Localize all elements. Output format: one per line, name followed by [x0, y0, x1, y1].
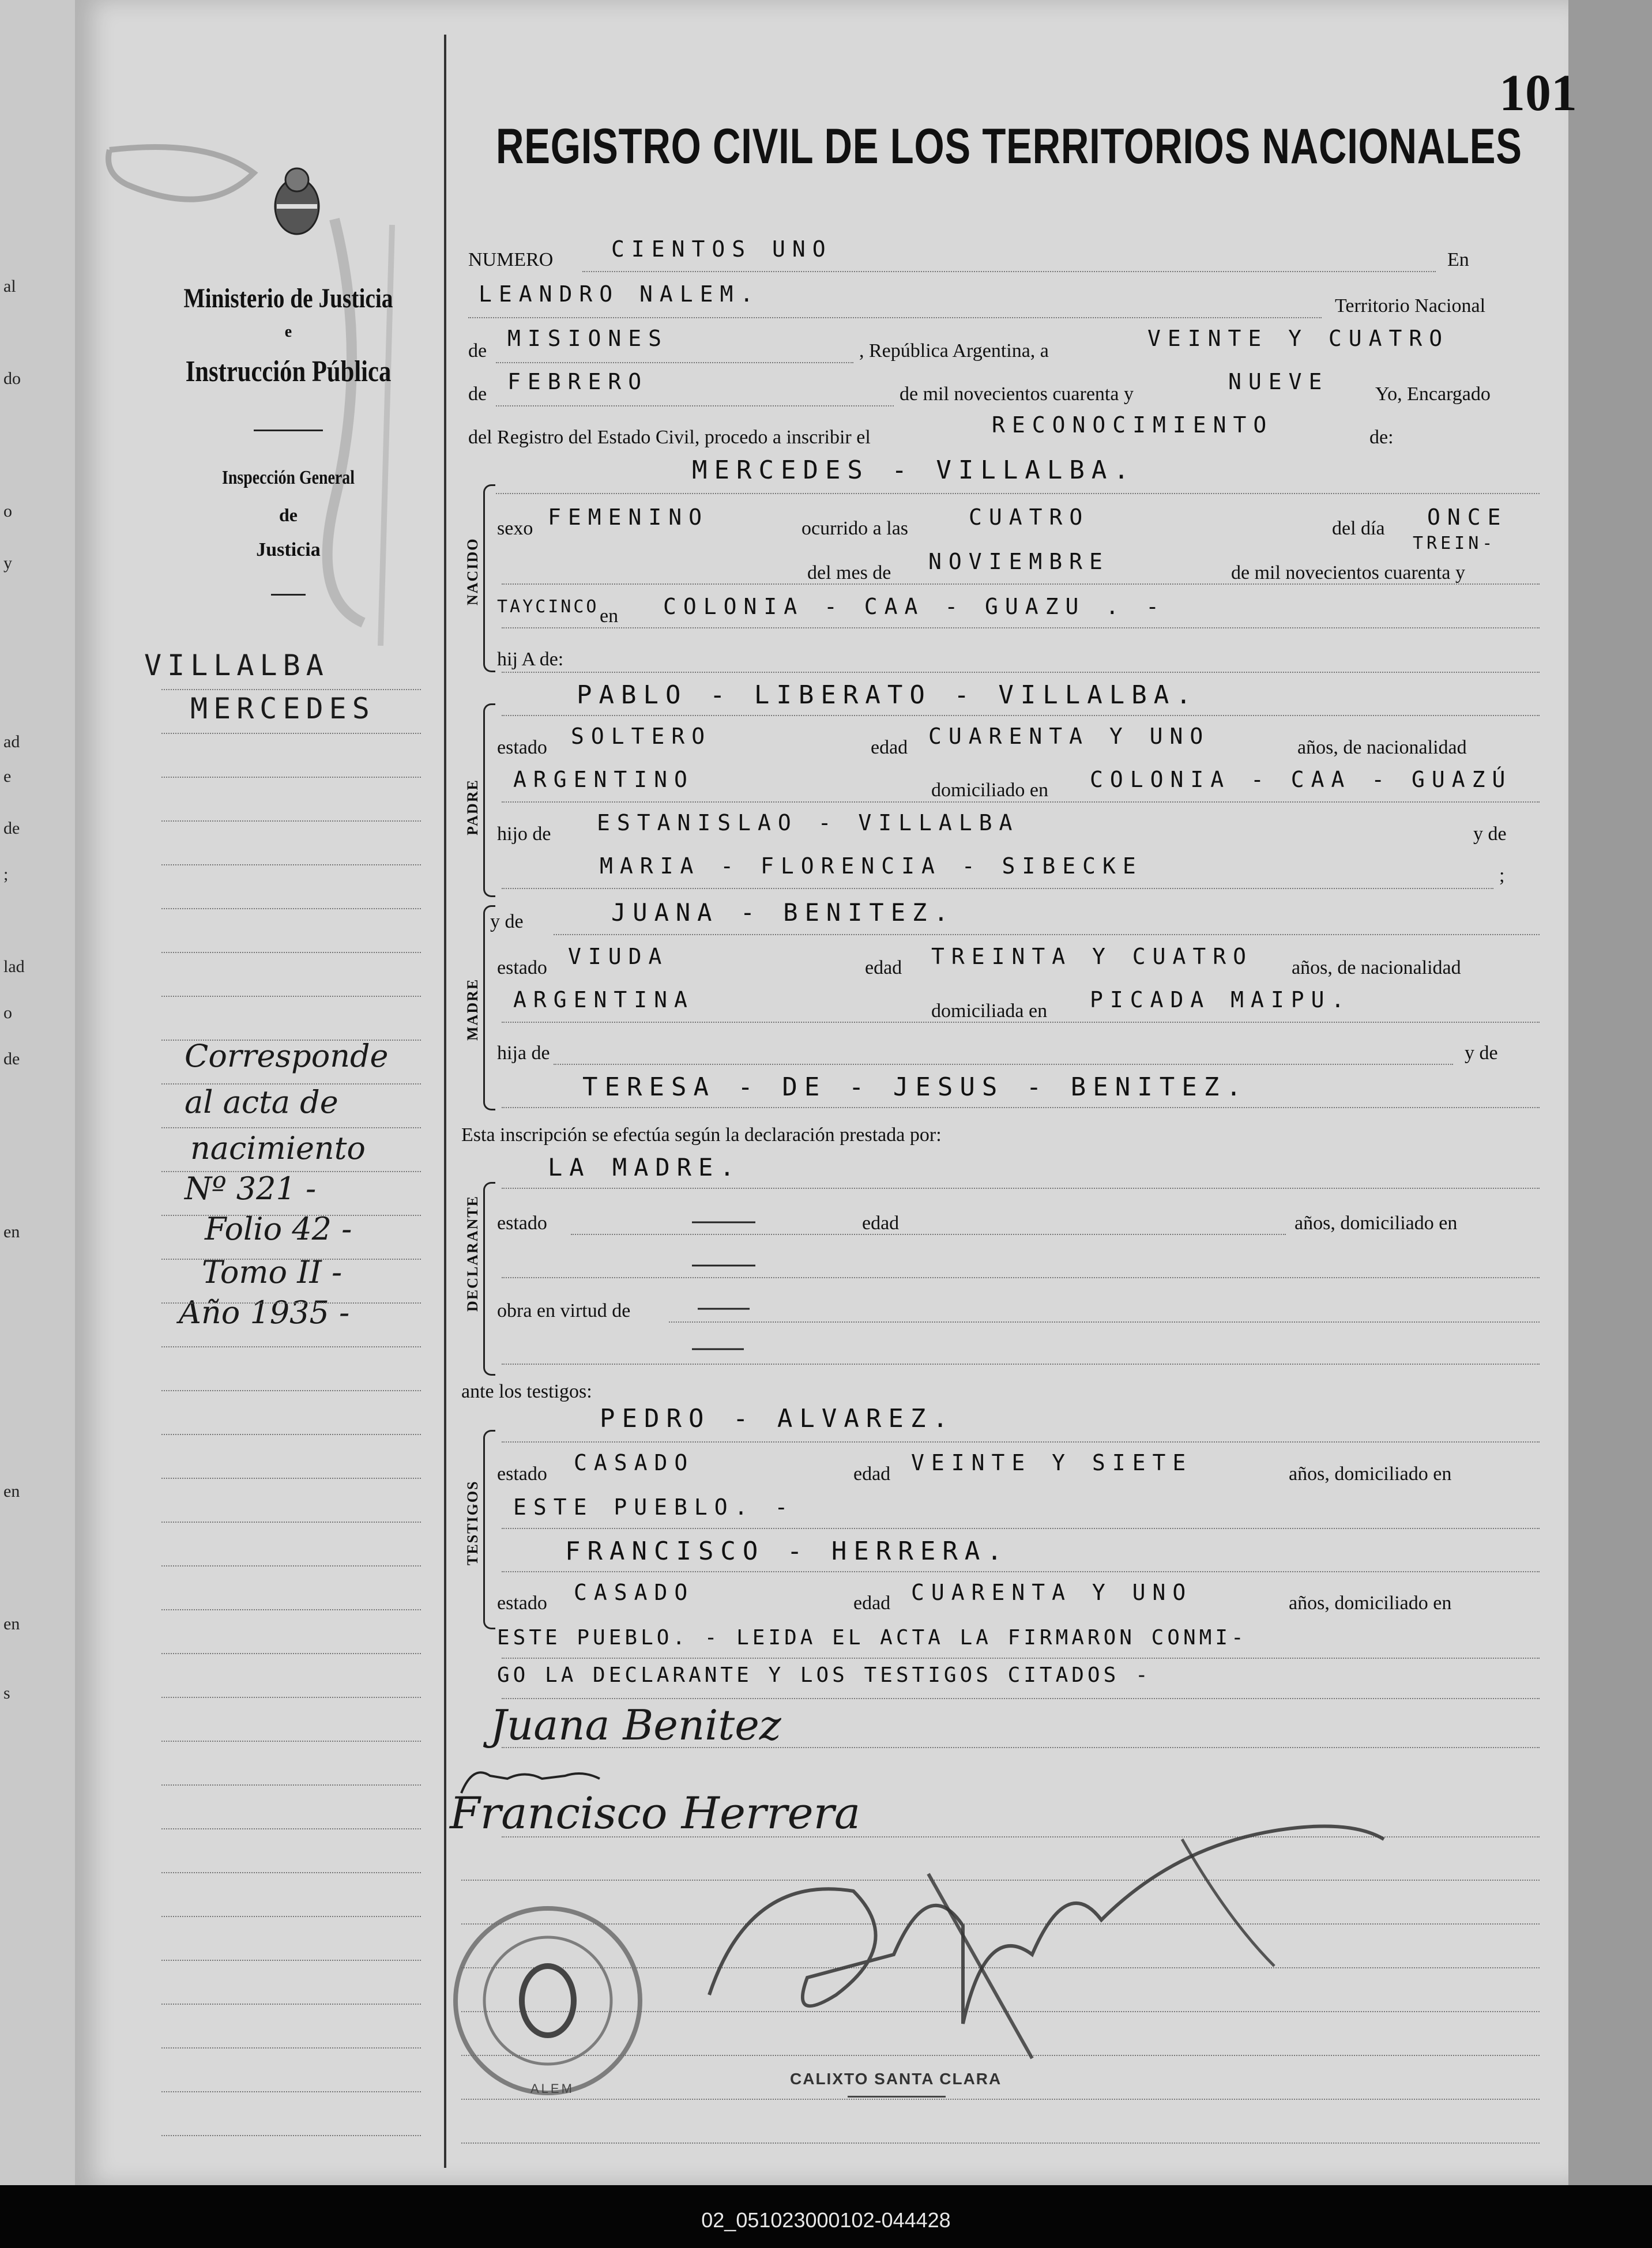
rule	[502, 1747, 1540, 1748]
rule	[161, 689, 421, 690]
padre-estado-value: SOLTERO	[571, 724, 712, 749]
mes-value: FEBRERO	[507, 369, 649, 394]
t2-anios-label: años, domiciliado en	[1289, 1592, 1452, 1614]
ministry-line-2: e	[284, 323, 292, 341]
previous-page-edge	[0, 0, 75, 2185]
left-page-fragment: do	[3, 369, 21, 388]
page-title: REGISTRO CIVIL DE LOS TERRITORIOS NACIONALES	[496, 119, 1522, 174]
left-page-fragment: o	[3, 1003, 12, 1022]
rule	[461, 2142, 1540, 2144]
padre-y-de-label: y de	[1473, 823, 1507, 845]
rule	[161, 952, 421, 953]
rule	[161, 1565, 421, 1567]
rule	[502, 1022, 1540, 1023]
rule	[502, 715, 1540, 716]
numero-label: NUMERO	[468, 249, 554, 270]
t2-edad-value: CUARENTA Y UNO	[911, 1580, 1193, 1605]
rule	[502, 1658, 1540, 1659]
madre-y-de-label: y de	[490, 911, 524, 932]
mes-label: del mes de	[807, 562, 891, 583]
rule	[161, 1741, 421, 1742]
left-page-fragment: s	[3, 1684, 10, 1703]
cierre-linea-1: ESTE PUEBLO. - LEIDA EL ACTA LA FIRMARON CONMI-	[497, 1626, 1247, 1650]
territorio-label: Territorio Nacional	[1335, 295, 1486, 317]
republica-label: , República Argentina, a	[859, 340, 1049, 362]
blank-dashes	[686, 1217, 778, 1355]
left-page-fragment: o	[3, 502, 12, 521]
madre-madre-value: TERESA - DE - JESUS - BENITEZ.	[582, 1072, 1248, 1102]
nacido-brace	[483, 484, 495, 672]
inspection-line-2: de	[279, 504, 298, 525]
rule	[161, 1478, 421, 1479]
rule	[161, 996, 421, 997]
left-page-fragment: e	[3, 767, 12, 786]
padre-nombre: PABLO - LIBERATO - VILLALBA.	[577, 680, 1198, 710]
padre-domicilio-label: domiciliado en	[931, 780, 1049, 801]
left-page-fragment: al	[3, 277, 16, 296]
padre-anios-label: años, de nacionalidad	[1297, 737, 1467, 758]
hora-value: CUATRO	[969, 504, 1090, 530]
rule	[571, 1234, 1286, 1235]
madre-estado-value: VIUDA	[568, 944, 669, 969]
padre-side-label: PADRE	[464, 779, 481, 835]
en-label-nacido: en	[600, 605, 619, 627]
testigos-brace	[483, 1430, 495, 1629]
rule	[502, 1571, 1540, 1572]
rule	[161, 1302, 421, 1304]
padre-nacionalidad: ARGENTINO	[513, 767, 694, 792]
madre-domicilio-value: PICADA MAIPU.	[1090, 987, 1352, 1012]
hora-label: ocurrido a las	[801, 518, 909, 539]
madre-estado-label: estado	[497, 957, 547, 978]
cierre-linea-2: GO LA DECLARANTE Y LOS TESTIGOS CITADOS -	[497, 1663, 1151, 1687]
rule	[554, 934, 1540, 935]
rule	[496, 405, 894, 406]
hijo-label: hij A de:	[497, 649, 564, 670]
t2-estado-label: estado	[497, 1592, 547, 1614]
column-divider	[444, 35, 446, 2168]
rule	[161, 1259, 421, 1260]
image-id: 02_051023000102-044428	[701, 2208, 951, 2232]
padre-padre-value: ESTANISLAO - VILLALBA	[597, 810, 1019, 835]
ministry-line-3: Instrucción Pública	[185, 355, 392, 388]
padre-madre-value: MARIA - FLORENCIA - SIBECKE	[600, 853, 1143, 879]
declarante-estado-label: estado	[497, 1213, 547, 1234]
madre-edad-label: edad	[865, 957, 902, 978]
lugar-nacido-value: COLONIA - CAA - GUAZU . -	[663, 594, 1166, 619]
margin-note-line: Nº 321 -	[185, 1170, 317, 1207]
rule	[161, 2004, 421, 2005]
rule	[161, 1609, 421, 1610]
t1-estado-value: CASADO	[574, 1450, 695, 1475]
inscripto-value: MERCEDES - VILLALBA.	[692, 455, 1136, 485]
rule	[502, 1277, 1540, 1278]
padre-edad-label: edad	[871, 737, 908, 758]
sexo-value: FEMENINO	[548, 504, 709, 530]
left-page-fragment: lad	[3, 957, 25, 976]
rule	[161, 1346, 421, 1347]
encargado-nombre-sello: CALIXTO SANTA CLARA	[790, 2070, 1002, 2088]
rule	[502, 1188, 1540, 1189]
rule	[161, 1040, 421, 1041]
firma-francisco-herrera: Francisco Herrera	[450, 1787, 861, 1839]
rule	[161, 2135, 421, 2136]
rule	[161, 1171, 421, 1172]
margin-note-line: nacimiento	[190, 1130, 366, 1166]
left-page-fragment: de	[3, 819, 20, 838]
madre-domicilio-label: domiciliada en	[931, 1000, 1048, 1022]
rule	[502, 583, 1540, 585]
territorio-value: MISIONES	[507, 326, 669, 351]
padre-estado-label: estado	[497, 737, 547, 758]
mes-value-nacido: NOVIEMBRE	[928, 549, 1109, 574]
t1-estado-label: estado	[497, 1463, 547, 1485]
rule	[502, 1441, 1540, 1443]
folio-number: 101	[1499, 65, 1577, 122]
rule	[161, 2047, 421, 2049]
rule	[161, 1872, 421, 1873]
madre-hija-de-label: hija de	[497, 1042, 550, 1064]
testigo-2-nombre: FRANCISCO - HERRERA.	[565, 1537, 1009, 1566]
t1-anios-label: años, domiciliado en	[1289, 1463, 1452, 1485]
next-page-edge	[1568, 0, 1652, 2185]
firma-juana-benitez: Juana Benitez	[490, 1701, 781, 1749]
left-page-fragment: ad	[3, 732, 20, 751]
firma-encargado	[663, 1805, 1413, 2104]
anio-value: NUEVE	[1228, 369, 1329, 394]
nacido-side-label: NACIDO	[464, 537, 481, 605]
declarante-nombre: LA MADRE.	[548, 1153, 742, 1181]
padre-domicilio-value: COLONIA - CAA - GUAZÚ	[1090, 767, 1512, 792]
divider	[848, 2096, 946, 2098]
rule	[502, 801, 1540, 803]
left-page-fragment: en	[3, 1222, 20, 1241]
t1-edad-value: VEINTE Y SIETE	[911, 1450, 1193, 1475]
seal-text: ALEM	[530, 2081, 574, 2096]
testigos-label: ante los testigos:	[461, 1381, 592, 1402]
rule	[161, 908, 421, 909]
rule	[502, 1364, 1540, 1365]
madre-brace	[483, 905, 495, 1110]
rule	[582, 271, 1436, 272]
divider	[254, 430, 323, 431]
margin-note-line: Folio 42 -	[205, 1211, 352, 1247]
rule	[161, 1653, 421, 1654]
rule	[161, 1697, 421, 1698]
ministry-line-1: Ministerio de Justicia	[183, 283, 393, 314]
en-label: En	[1447, 249, 1469, 270]
declarante-brace	[483, 1182, 495, 1376]
rule	[161, 864, 421, 865]
rule	[161, 1916, 421, 1917]
numero-value: CIENTOS UNO	[611, 236, 833, 262]
lugar-value: LEANDRO NALEM.	[479, 281, 761, 307]
de-label: de	[468, 340, 487, 362]
rule	[554, 1064, 1453, 1065]
declarante-anios-label: años, domiciliado en	[1294, 1213, 1458, 1234]
padre-edad-value: CUARENTA Y UNO	[928, 724, 1210, 749]
rule	[161, 2091, 421, 2092]
rule	[468, 317, 1322, 318]
rule	[161, 733, 421, 734]
rule	[669, 1321, 1540, 1323]
rule	[161, 1434, 421, 1435]
margin-surname: VILLALBA	[144, 649, 329, 682]
rule	[502, 672, 1540, 673]
left-page-fragment: y	[3, 553, 12, 573]
declarante-side-label	[464, 1254, 481, 1312]
rule	[502, 1528, 1540, 1529]
testigos-side-label: TESTIGOS	[464, 1480, 481, 1565]
margin-note-line: Corresponde	[185, 1038, 389, 1074]
encargado-label: Yo, Encargado	[1375, 383, 1491, 405]
rule	[161, 1390, 421, 1391]
padre-hijo-de-label: hijo de	[497, 823, 551, 845]
anio-label: de mil novecientos cuarenta y	[900, 383, 1134, 405]
madre-edad-value: TREINTA Y CUATRO	[931, 944, 1254, 969]
madre-y-de-label-2: y de	[1465, 1042, 1498, 1064]
rule	[161, 777, 421, 778]
margin-given-name: MERCEDES	[190, 692, 375, 725]
rule	[161, 820, 421, 822]
registro-label: del Registro del Estado Civil, procedo a inscribir el	[468, 427, 871, 448]
rule	[161, 1828, 421, 1829]
padre-brace	[483, 703, 495, 897]
rule	[502, 627, 1540, 628]
margin-note-line: Año 1935 -	[179, 1294, 350, 1331]
divider	[271, 594, 306, 596]
t1-domicilio: ESTE PUEBLO. -	[513, 1494, 795, 1520]
left-page-fragment: en	[3, 1614, 20, 1633]
rule	[496, 362, 853, 363]
margin-note-line: al acta de	[185, 1084, 338, 1120]
madre-side-label: MADRE	[464, 978, 481, 1041]
declarante-edad-label: edad	[862, 1213, 900, 1234]
rule	[161, 1960, 421, 1961]
declaracion-label: Esta inscripción se efectúa según la declaración prestada por:	[461, 1124, 942, 1146]
madre-nombre: JUANA - BENITEZ.	[611, 898, 955, 927]
rule	[502, 1107, 1540, 1108]
left-page-fragment: de	[3, 1049, 20, 1068]
t1-edad-label: edad	[853, 1463, 891, 1485]
t2-edad-label: edad	[853, 1592, 891, 1614]
official-seal-stamp	[444, 1897, 652, 2104]
inspection-line-1: Inspección General	[221, 467, 355, 488]
rule	[161, 1784, 421, 1786]
inspection-line-3: Justicia	[256, 539, 321, 560]
rule	[161, 1083, 421, 1085]
anio-value-nacido: TAYCINCO	[497, 597, 599, 617]
obra-label: obra en virtud de	[497, 1300, 631, 1321]
sexo-label: sexo	[497, 518, 533, 539]
de-label-2: de	[468, 383, 487, 405]
acto-suffix: de:	[1369, 427, 1394, 448]
madre-nacionalidad: ARGENTINA	[513, 987, 694, 1012]
padre-end: ;	[1499, 865, 1505, 886]
rule	[502, 888, 1493, 889]
dia-value: VEINTE Y CUATRO	[1147, 326, 1450, 351]
anio-correccion: TREIN-	[1413, 533, 1496, 553]
rule	[161, 1215, 421, 1216]
anio-label-nacido: de mil novecientos cuarenta y	[1231, 562, 1465, 583]
rule	[502, 1698, 1540, 1699]
acto-value: RECONOCIMIENTO	[992, 412, 1274, 438]
madre-anios-label: años, de nacionalidad	[1292, 957, 1461, 978]
left-page-fragment: ;	[3, 865, 9, 884]
testigo-1-nombre: PEDRO - ALVAREZ.	[600, 1404, 955, 1433]
left-page-fragment: en	[3, 1482, 20, 1501]
rule	[496, 493, 1540, 494]
t2-estado-value: CASADO	[574, 1580, 695, 1605]
rule	[161, 1127, 421, 1128]
dia-label: del día	[1332, 518, 1385, 539]
margin-note-line: Tomo II -	[202, 1254, 343, 1290]
dia-value-nacido: ONCE	[1427, 504, 1508, 530]
rule	[161, 1522, 421, 1523]
